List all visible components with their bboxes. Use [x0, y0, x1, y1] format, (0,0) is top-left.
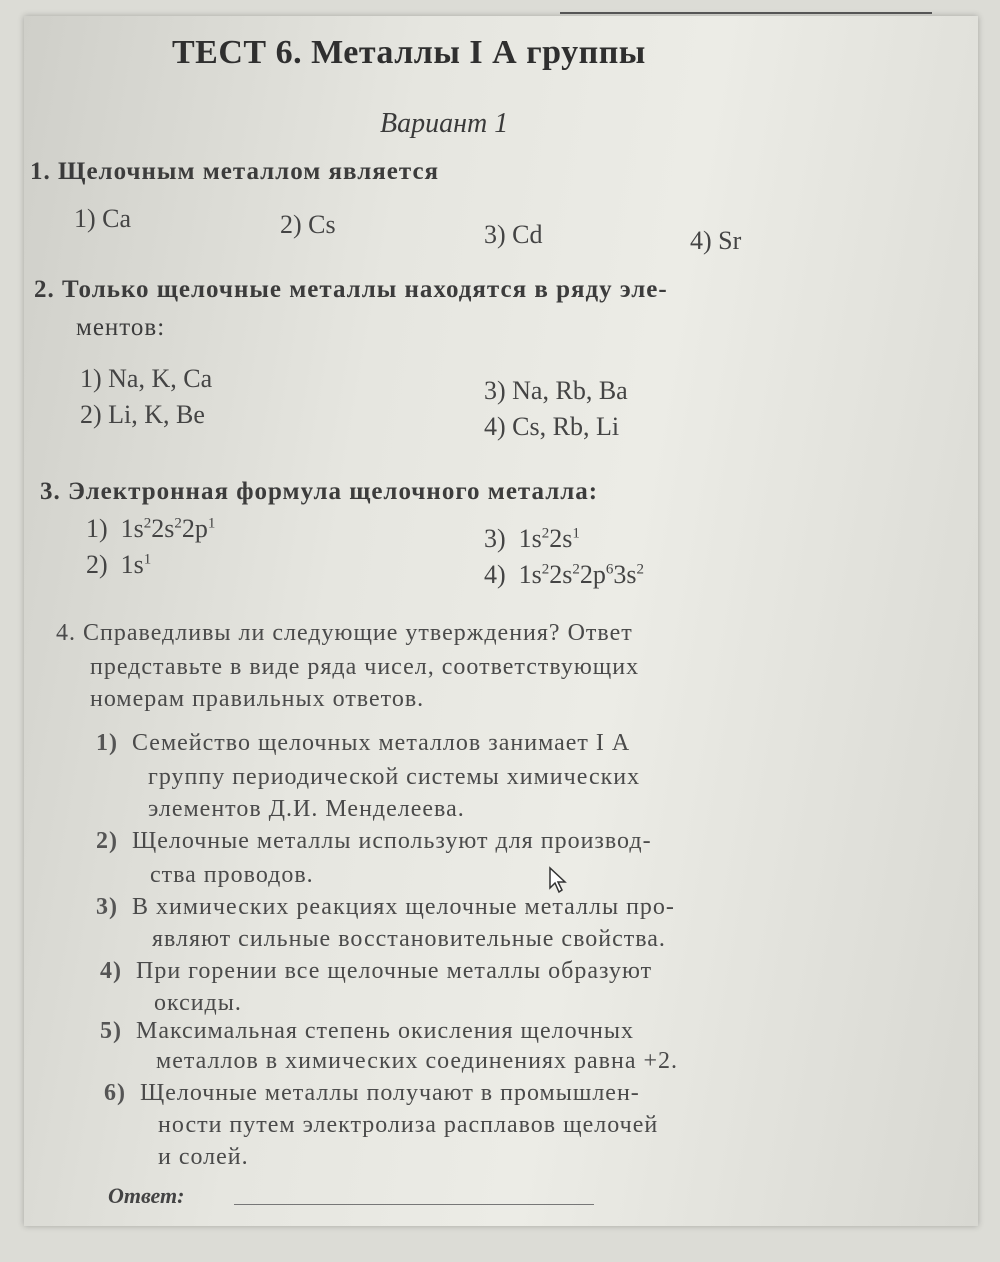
statement-6-line-3: и солей. — [158, 1144, 249, 1170]
statement-4-number: 4) — [100, 958, 122, 984]
q1-option-3: 3) Cd — [484, 220, 543, 249]
statement-5-number: 5) — [100, 1018, 122, 1044]
statement-1-line-3: элементов Д.И. Менделеева. — [148, 796, 465, 822]
q3-option-2: 2) $1s^1$ — [86, 550, 152, 579]
statement-3-line-2: являют сильные восстановительные свойства. — [152, 926, 666, 952]
answer-field[interactable] — [234, 1204, 594, 1205]
statement-3-number: 3) — [96, 894, 118, 920]
question-2-line-1: 2. Только щелочные металлы находятся в ряду эле- — [34, 276, 668, 303]
statement-4-line-1: При горении все щелочные металлы образуют — [136, 958, 653, 984]
statement-6-line-2: ности путем электролиза расплавов щелочей — [158, 1112, 659, 1138]
answer-label: Ответ: — [108, 1183, 185, 1208]
statement-3 — [96, 894, 675, 921]
top-rule — [560, 12, 932, 14]
q3-option-2-number: 2) — [86, 550, 108, 579]
statement-1-line-1: Семейство щелочных металлов занимает I А — [132, 730, 631, 756]
mouse-pointer-icon — [548, 866, 570, 894]
statement-6 — [104, 1080, 640, 1107]
statement-5 — [100, 1018, 634, 1045]
q2-option-1: 1) Na, K, Ca — [80, 364, 213, 393]
q3-option-3-number: 3) — [484, 524, 506, 553]
q3-option-4: 4) $1s^22s^22p^63s^2$ — [484, 560, 645, 589]
question-4-line-2: представьте в виде ряда чисел, соответствующих — [90, 654, 640, 680]
q1-option-2: 2) Cs — [280, 210, 336, 239]
statement-1-line-2: группу периодической системы химических — [148, 764, 641, 790]
question-4-line-1: 4. Справедливы ли следующие утверждения? Ответ — [56, 620, 633, 646]
q3-option-4-number: 4) — [484, 560, 506, 589]
statement-6-line-1: Щелочные металлы получают в промышлен- — [140, 1080, 640, 1106]
statement-2-line-1: Щелочные металлы используют для производ- — [132, 828, 652, 854]
question-4-line-3: номерам правильных ответов. — [90, 686, 425, 712]
question-3: 3. Электронная формула щелочного металла: — [40, 478, 599, 505]
q3-option-3: 3) $1s^22s^1$ — [484, 524, 580, 553]
q2-option-2: 2) Li, K, Be — [80, 400, 205, 429]
question-2-line-2: ментов: — [76, 314, 166, 341]
q2-option-4: 4) Cs, Rb, Li — [484, 412, 620, 441]
statement-3-line-1: В химических реакциях щелочные металлы про- — [132, 894, 675, 920]
statement-4-line-2: оксиды. — [154, 990, 242, 1016]
statement-5-line-1: Максимальная степень окисления щелочных — [136, 1018, 635, 1044]
statement-4 — [100, 958, 652, 985]
statement-2 — [96, 828, 652, 855]
page-title: ТЕСТ 6. Металлы I А группы — [172, 34, 646, 71]
q1-option-4: 4) Sr — [690, 226, 742, 255]
statement-2-line-2: ства проводов. — [150, 862, 314, 888]
question-1: 1. Щелочным металлом является — [30, 158, 440, 185]
statement-1 — [96, 730, 630, 757]
q2-option-3: 3) Na, Rb, Ba — [484, 376, 628, 405]
statement-2-number: 2) — [96, 828, 118, 854]
statement-5-line-2: металлов в химических соединениях равна +2. — [156, 1048, 679, 1074]
statement-1-number: 1) — [96, 730, 118, 756]
variant-label: Вариант 1 — [380, 108, 509, 139]
statement-6-number: 6) — [104, 1080, 126, 1106]
q3-option-1-number: 1) — [86, 514, 108, 543]
q3-option-1: 1) $1s^22s^22p^1$ — [86, 514, 216, 543]
q1-option-1: 1) Ca — [74, 204, 132, 233]
